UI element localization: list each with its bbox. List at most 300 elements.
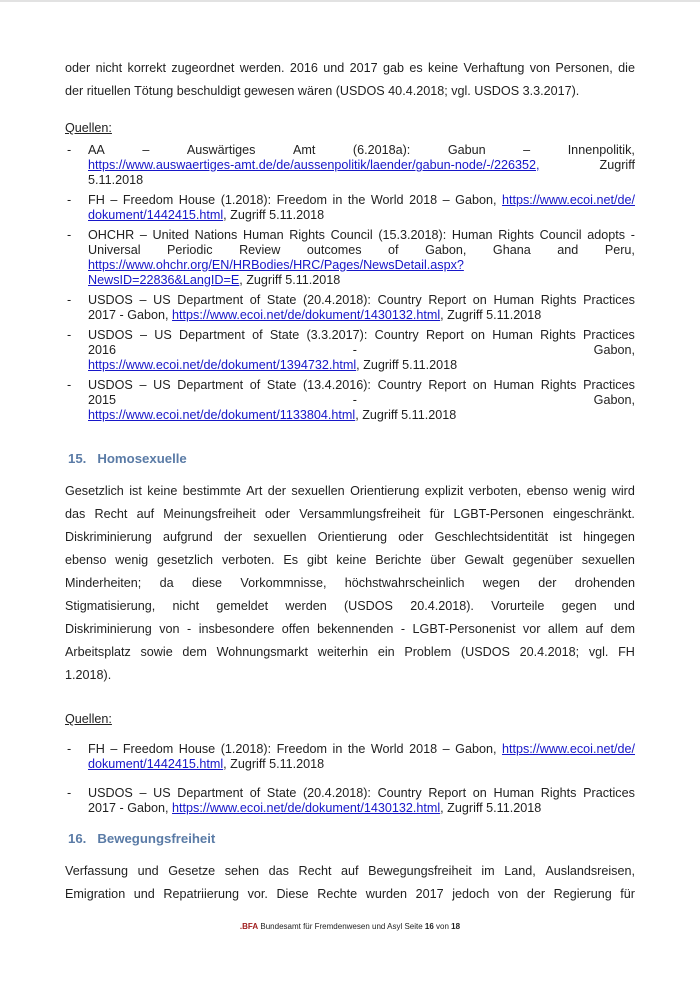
text-segment: keine bbox=[428, 61, 459, 75]
text-segment: weiterhin bbox=[317, 645, 369, 659]
text-segment: Geschlechtsidentität bbox=[434, 530, 549, 544]
hyperlink[interactable]: https://www.ecoi.net/de/dokument/1430132.html bbox=[172, 308, 441, 322]
sources-label-2: Quellen: bbox=[65, 712, 112, 726]
source-item-text bbox=[88, 228, 635, 288]
text-segment: outcomes bbox=[306, 243, 362, 257]
text-segment: adopts bbox=[587, 228, 626, 242]
text-segment: Meinungsfreiheit bbox=[163, 507, 256, 521]
text-segment: nicht bbox=[95, 61, 123, 75]
text-segment: korrekt bbox=[127, 61, 167, 75]
text-segment: Practices bbox=[583, 786, 635, 800]
text-line bbox=[65, 503, 635, 526]
text-segment: Orientierung bbox=[350, 484, 420, 498]
text-segment: FH bbox=[88, 193, 105, 207]
text-segment: Council bbox=[539, 228, 582, 242]
text-segment: Arbeitsplatz bbox=[65, 645, 131, 659]
text-segment: LGBT-Personen bbox=[453, 507, 544, 521]
source-item bbox=[65, 293, 635, 323]
text-segment: State bbox=[269, 328, 300, 342]
text-segment: Gabon, bbox=[593, 393, 635, 407]
text-segment: (13.4.2016): bbox=[302, 378, 371, 392]
source-item bbox=[65, 378, 635, 423]
text-segment: Gabon, bbox=[455, 193, 497, 207]
text-segment: ebenso bbox=[65, 553, 107, 567]
text-segment: Human bbox=[493, 293, 535, 307]
text-segment: und bbox=[613, 599, 635, 613]
hyperlink[interactable]: https://www.auswaertiges-amt.de/de/aussenpolitik/laender/gabun-node/-/226352, bbox=[88, 158, 540, 172]
text-segment: offen bbox=[281, 622, 310, 636]
text-segment: – bbox=[139, 293, 147, 307]
text-segment: Emigration bbox=[65, 887, 126, 901]
text-segment: Bewegungsfreiheit bbox=[368, 864, 472, 878]
bullet-dash: - bbox=[67, 143, 72, 157]
text-line bbox=[65, 480, 635, 503]
text-segment: United bbox=[152, 228, 189, 242]
text-segment: FH bbox=[618, 645, 635, 659]
text-segment: vor bbox=[522, 622, 541, 636]
text-segment: Verfassung bbox=[65, 864, 129, 878]
text-segment: bestimmte bbox=[182, 484, 241, 498]
footer-office-name: Bundesamt für Fremdenwesen und Asyl bbox=[258, 922, 405, 931]
text-segment: hingegen bbox=[583, 530, 635, 544]
source-item-text bbox=[88, 328, 635, 373]
bullet-dash: - bbox=[67, 293, 72, 307]
text-line bbox=[65, 526, 635, 549]
text-segment: - bbox=[400, 622, 406, 636]
text-segment: die bbox=[618, 61, 635, 75]
text-segment: höchstwahrscheinlich bbox=[344, 576, 465, 590]
text-segment: oder bbox=[398, 530, 424, 544]
text-line bbox=[65, 549, 635, 572]
text-segment: Verhaftung bbox=[463, 61, 525, 75]
text-segment: werden. bbox=[239, 61, 285, 75]
text-segment: (1.2018): bbox=[220, 193, 272, 207]
text-segment: (15.3.2018): bbox=[378, 228, 447, 242]
text-line bbox=[88, 328, 635, 343]
hyperlink[interactable]: https://www.ohchr.org/EN/HRBodies/HRC/Pages/NewsDetail.aspx? bbox=[88, 258, 464, 272]
text-segment: es bbox=[409, 61, 423, 75]
text-segment: ebenso bbox=[526, 484, 568, 498]
hyperlink[interactable]: dokument/1442415.html bbox=[88, 208, 224, 222]
text-line bbox=[65, 80, 635, 103]
text-segment: Minderheiten; bbox=[65, 576, 142, 590]
text-segment: gegenüber bbox=[512, 553, 573, 567]
text-segment: wird bbox=[611, 484, 635, 498]
section-15-heading bbox=[65, 450, 635, 467]
text-segment: – bbox=[523, 143, 531, 157]
text-line bbox=[88, 293, 635, 308]
text-segment: (20.4.2018): bbox=[302, 786, 371, 800]
text-segment: auf bbox=[341, 864, 359, 878]
bullet-dash: - bbox=[67, 378, 72, 392]
text-segment: insbesondere bbox=[198, 622, 275, 636]
text-segment: – bbox=[139, 378, 147, 392]
text-segment: Vorkommnisse, bbox=[240, 576, 327, 590]
hyperlink[interactable]: https://www.ecoi.net/de/dokument/1430132.html bbox=[172, 801, 441, 815]
document-page bbox=[0, 2, 700, 932]
bullet-dash: - bbox=[67, 228, 72, 242]
text-segment: - bbox=[187, 622, 192, 636]
text-segment: 2015 bbox=[88, 393, 117, 407]
section-16-title: Bewegungsfreiheit bbox=[97, 831, 216, 846]
text-segment: Orientierung bbox=[317, 530, 388, 544]
text-segment: ist bbox=[129, 484, 142, 498]
text-segment: Practices bbox=[583, 378, 635, 392]
text-segment: US bbox=[153, 786, 171, 800]
text-segment: gab bbox=[383, 61, 405, 75]
text-segment: jedoch bbox=[452, 887, 490, 901]
text-segment: von bbox=[497, 887, 519, 901]
text-segment: Recht bbox=[298, 864, 332, 878]
text-segment: the bbox=[347, 193, 366, 207]
text-line bbox=[65, 883, 635, 906]
text-segment: , Zugriff 5.11.2018 bbox=[440, 308, 542, 322]
text-segment: World bbox=[370, 193, 404, 207]
text-segment: State bbox=[266, 378, 297, 392]
text-line bbox=[88, 757, 635, 772]
text-segment: bekennenden bbox=[317, 622, 394, 636]
text-segment: aufgrund bbox=[162, 530, 213, 544]
text-segment: Gabon, bbox=[425, 243, 467, 257]
text-segment: sexuellen bbox=[253, 530, 307, 544]
text-segment: 1.2018). bbox=[65, 668, 112, 682]
text-line bbox=[88, 273, 635, 288]
text-segment: Country bbox=[377, 378, 422, 392]
section-16-number: 16. bbox=[68, 831, 87, 846]
footer-page-number: 16 bbox=[424, 922, 434, 931]
text-segment: der rituellen Tötung beschuldigt gewesen wären (USDOS 40.4.2018; vgl. USDOS 3.3.2017). bbox=[65, 84, 580, 98]
text-segment: Report bbox=[425, 328, 464, 342]
text-segment: Rights bbox=[498, 228, 534, 242]
source-item-text bbox=[88, 786, 635, 816]
text-segment: Peru, bbox=[604, 243, 635, 257]
text-segment: 2018 bbox=[409, 742, 438, 756]
text-segment: und bbox=[323, 61, 345, 75]
text-segment: Personen, bbox=[555, 61, 613, 75]
text-segment: USDOS bbox=[88, 293, 133, 307]
text-segment: gibt bbox=[307, 553, 328, 567]
text-segment: House bbox=[178, 193, 216, 207]
source-item-text bbox=[88, 742, 635, 772]
text-line bbox=[88, 193, 635, 208]
text-segment: wurden bbox=[365, 887, 408, 901]
text-segment: State bbox=[266, 786, 297, 800]
sources-list-1 bbox=[65, 143, 635, 423]
text-segment: oder bbox=[264, 507, 291, 521]
text-segment: Practices bbox=[583, 293, 635, 307]
bfa-logo: .BFA bbox=[239, 922, 259, 931]
text-segment: , Zugriff 5.11.2018 bbox=[223, 757, 325, 771]
footer-page-total: 18 bbox=[451, 922, 461, 931]
text-line bbox=[65, 860, 635, 883]
source-item bbox=[65, 143, 635, 188]
text-segment: Report bbox=[428, 786, 467, 800]
text-segment: - bbox=[630, 228, 635, 242]
text-segment: FH bbox=[88, 742, 105, 756]
text-segment: Rechte bbox=[317, 887, 358, 901]
source-item-text bbox=[88, 293, 635, 323]
text-segment: zugeordnet bbox=[171, 61, 235, 75]
text-line bbox=[65, 595, 635, 618]
text-line bbox=[88, 258, 635, 273]
text-line bbox=[88, 742, 635, 757]
text-line bbox=[88, 308, 635, 323]
text-segment: sexuellen bbox=[291, 484, 345, 498]
source-item-text bbox=[88, 193, 635, 223]
text-segment: 2017 - Gabon, bbox=[88, 308, 173, 322]
text-segment: Regierung bbox=[553, 887, 612, 901]
text-segment: das bbox=[268, 864, 289, 878]
section-15-number: 15. bbox=[68, 451, 87, 466]
text-segment: Art bbox=[246, 484, 263, 498]
text-segment: Versammlungsfreiheit bbox=[299, 507, 421, 521]
text-segment: Nations bbox=[194, 228, 238, 242]
text-segment: der bbox=[538, 576, 557, 590]
text-segment: Freedom bbox=[276, 742, 328, 756]
text-segment: Innenpolitik, bbox=[567, 143, 635, 157]
text-segment: sehen bbox=[224, 864, 260, 878]
text-segment: on bbox=[472, 786, 487, 800]
text-segment: Report bbox=[428, 293, 467, 307]
text-segment: explizit bbox=[424, 484, 464, 498]
text-segment: und bbox=[133, 887, 155, 901]
text-segment: in bbox=[332, 742, 343, 756]
text-segment: Rights bbox=[540, 786, 577, 800]
text-segment: Human bbox=[493, 378, 535, 392]
text-segment: Periodic bbox=[167, 243, 213, 257]
text-line bbox=[88, 393, 635, 408]
text-line bbox=[88, 158, 635, 173]
text-segment: dem bbox=[182, 645, 207, 659]
hyperlink[interactable]: https://www.ecoi.net/de/dokument/1133804.html bbox=[88, 408, 356, 422]
text-line bbox=[88, 358, 635, 373]
text-segment: - bbox=[352, 393, 357, 407]
text-segment: Freedom bbox=[122, 742, 174, 756]
text-segment: nicht bbox=[172, 599, 200, 613]
text-segment: US bbox=[153, 378, 171, 392]
text-segment: Stigmatisierung, bbox=[65, 599, 156, 613]
text-segment: verboten. bbox=[221, 553, 275, 567]
text-segment: (6.2018a): bbox=[352, 143, 411, 157]
text-segment: eingeschränkt. bbox=[552, 507, 635, 521]
text-segment: Report bbox=[428, 378, 467, 392]
text-segment: AA bbox=[88, 143, 105, 157]
text-segment: Human bbox=[243, 228, 284, 242]
text-line bbox=[88, 786, 635, 801]
text-segment: – bbox=[110, 193, 118, 207]
text-segment: State bbox=[266, 293, 297, 307]
text-segment: Gesetze bbox=[168, 864, 216, 878]
text-segment: oder bbox=[65, 61, 91, 75]
text-segment: House bbox=[178, 742, 216, 756]
text-segment: Recht bbox=[94, 507, 128, 521]
text-segment: allem bbox=[547, 622, 578, 636]
text-segment: der bbox=[526, 887, 546, 901]
text-segment: gegen bbox=[561, 599, 597, 613]
source-item bbox=[65, 328, 635, 373]
text-segment: on bbox=[472, 293, 487, 307]
text-segment: da bbox=[159, 576, 174, 590]
hyperlink[interactable]: NewsID=22836&LangID=E bbox=[88, 273, 240, 287]
text-segment: (USDOS bbox=[343, 599, 393, 613]
text-segment: (USDOS bbox=[460, 645, 510, 659]
text-segment: für bbox=[620, 887, 635, 901]
text-segment: USDOS bbox=[88, 378, 133, 392]
text-segment: (3.3.2017): bbox=[306, 328, 368, 342]
text-segment: auf bbox=[136, 507, 155, 521]
text-line bbox=[88, 378, 635, 393]
text-segment: über bbox=[430, 553, 456, 567]
footer-von-label: von bbox=[433, 922, 452, 931]
text-segment: Rights bbox=[540, 328, 576, 342]
text-segment: – bbox=[110, 742, 118, 756]
text-segment: Problem bbox=[404, 645, 452, 659]
sources-label-1: Quellen: bbox=[65, 121, 112, 135]
text-line bbox=[65, 57, 635, 80]
text-segment: Rights bbox=[289, 228, 325, 242]
text-segment: Auswärtiges bbox=[186, 143, 256, 157]
text-segment: World bbox=[370, 742, 404, 756]
text-segment: the bbox=[347, 742, 366, 756]
text-segment: der bbox=[223, 530, 243, 544]
text-segment: Human bbox=[451, 228, 493, 242]
text-segment: Rights bbox=[540, 293, 577, 307]
text-segment: Auslandsreisen, bbox=[545, 864, 635, 878]
text-segment: Council bbox=[330, 228, 373, 242]
text-segment: (20.4.2018): bbox=[302, 293, 371, 307]
text-segment: – bbox=[139, 228, 147, 242]
sources-list-2 bbox=[65, 742, 635, 816]
text-segment: 5.11.2018 bbox=[88, 173, 144, 187]
text-line bbox=[88, 208, 635, 223]
text-segment: Gesetzlich bbox=[65, 484, 124, 498]
text-segment: US bbox=[153, 293, 171, 307]
page-footer bbox=[65, 922, 635, 932]
text-segment: für bbox=[429, 507, 445, 521]
text-segment: 2017 bbox=[415, 887, 444, 901]
text-segment: Land, bbox=[504, 864, 536, 878]
text-line bbox=[88, 801, 635, 816]
text-segment: , Zugriff 5.11.2018 bbox=[239, 273, 341, 287]
text-segment: Practices bbox=[583, 328, 635, 342]
text-segment: im bbox=[481, 864, 495, 878]
text-segment: – bbox=[142, 143, 150, 157]
text-segment: of bbox=[388, 243, 399, 257]
text-line bbox=[65, 572, 635, 595]
text-segment: auf bbox=[585, 622, 603, 636]
text-line bbox=[88, 243, 635, 258]
text-segment: und bbox=[137, 864, 159, 878]
text-segment: – bbox=[139, 786, 147, 800]
text-segment: Review bbox=[239, 243, 281, 257]
text-segment: diese bbox=[191, 576, 223, 590]
text-segment: sexuellen bbox=[581, 553, 635, 567]
hyperlink[interactable]: https://www.ecoi.net/de/dokument/1394732.html bbox=[88, 358, 357, 372]
text-segment: in bbox=[332, 193, 343, 207]
text-segment: vgl. bbox=[588, 645, 609, 659]
text-segment: – bbox=[140, 328, 148, 342]
text-segment: Country bbox=[377, 786, 422, 800]
text-segment: drohenden bbox=[574, 576, 635, 590]
bullet-dash: - bbox=[67, 193, 72, 207]
text-segment: Rights bbox=[540, 378, 577, 392]
text-segment: Gewalt bbox=[464, 553, 504, 567]
footer-page-label: Seite bbox=[404, 922, 425, 931]
text-segment: 20.4.2018; bbox=[519, 645, 580, 659]
text-segment: keine bbox=[147, 484, 178, 498]
text-segment: Vorurteile bbox=[491, 599, 545, 613]
text-segment: 2017 bbox=[349, 61, 378, 75]
text-segment: Gabon, bbox=[593, 343, 635, 357]
text-segment: 2016 bbox=[289, 61, 318, 75]
intro-paragraph bbox=[65, 57, 635, 103]
text-segment: von bbox=[529, 61, 551, 75]
text-segment: sowie bbox=[140, 645, 173, 659]
text-line bbox=[65, 641, 635, 664]
bullet-dash: - bbox=[67, 328, 72, 342]
text-line bbox=[88, 228, 635, 243]
text-line bbox=[65, 664, 635, 687]
text-segment: wenig bbox=[573, 484, 607, 498]
text-segment: Human bbox=[493, 786, 535, 800]
text-segment: dem bbox=[610, 622, 635, 636]
text-segment: 2018 bbox=[409, 193, 438, 207]
text-segment: , Zugriff 5.11.2018 bbox=[440, 801, 542, 815]
source-item-text bbox=[88, 378, 635, 423]
text-segment: , Zugriff 5.11.2018 bbox=[223, 208, 325, 222]
text-line bbox=[88, 408, 635, 423]
section-16-paragraph bbox=[65, 860, 635, 906]
text-segment: wegen bbox=[482, 576, 520, 590]
hyperlink[interactable]: https://www.ecoi.net/de/ bbox=[501, 193, 635, 207]
text-segment: Country bbox=[377, 293, 422, 307]
section-15-title: Homosexuelle bbox=[97, 451, 187, 466]
text-segment: US bbox=[154, 328, 172, 342]
text-segment: Amt bbox=[292, 143, 316, 157]
text-segment: Human bbox=[492, 328, 533, 342]
source-item bbox=[65, 193, 635, 223]
text-segment: Berichte bbox=[375, 553, 422, 567]
text-segment: das bbox=[65, 507, 86, 521]
text-segment: of bbox=[249, 293, 261, 307]
text-segment: 2016 bbox=[88, 343, 117, 357]
text-segment: gesetzlich bbox=[157, 553, 214, 567]
text-segment: and bbox=[557, 243, 579, 257]
text-segment: , Zugriff 5.11.2018 bbox=[356, 358, 458, 372]
text-segment: USDOS bbox=[88, 328, 133, 342]
text-segment: der bbox=[267, 484, 286, 498]
text-segment: LGBT-Personenist bbox=[412, 622, 516, 636]
source-item bbox=[65, 742, 635, 772]
text-segment: on bbox=[471, 328, 486, 342]
text-line bbox=[88, 173, 635, 188]
text-segment: - bbox=[352, 343, 357, 357]
text-segment: vor. bbox=[247, 887, 268, 901]
text-segment: von bbox=[159, 622, 180, 636]
hyperlink[interactable]: https://www.ecoi.net/de/ bbox=[501, 742, 635, 756]
text-segment: keine bbox=[336, 553, 367, 567]
text-segment: 2017 - Gabon, bbox=[88, 801, 173, 815]
text-segment: Freedom bbox=[122, 193, 174, 207]
text-segment: (1.2018): bbox=[220, 742, 272, 756]
text-segment: Freedom bbox=[276, 193, 328, 207]
section-16-heading bbox=[65, 830, 635, 847]
text-segment: Department bbox=[177, 378, 244, 392]
source-item bbox=[65, 786, 635, 816]
text-segment: USDOS bbox=[88, 786, 133, 800]
hyperlink[interactable]: dokument/1442415.html bbox=[88, 757, 224, 771]
bullet-dash: - bbox=[67, 786, 72, 800]
